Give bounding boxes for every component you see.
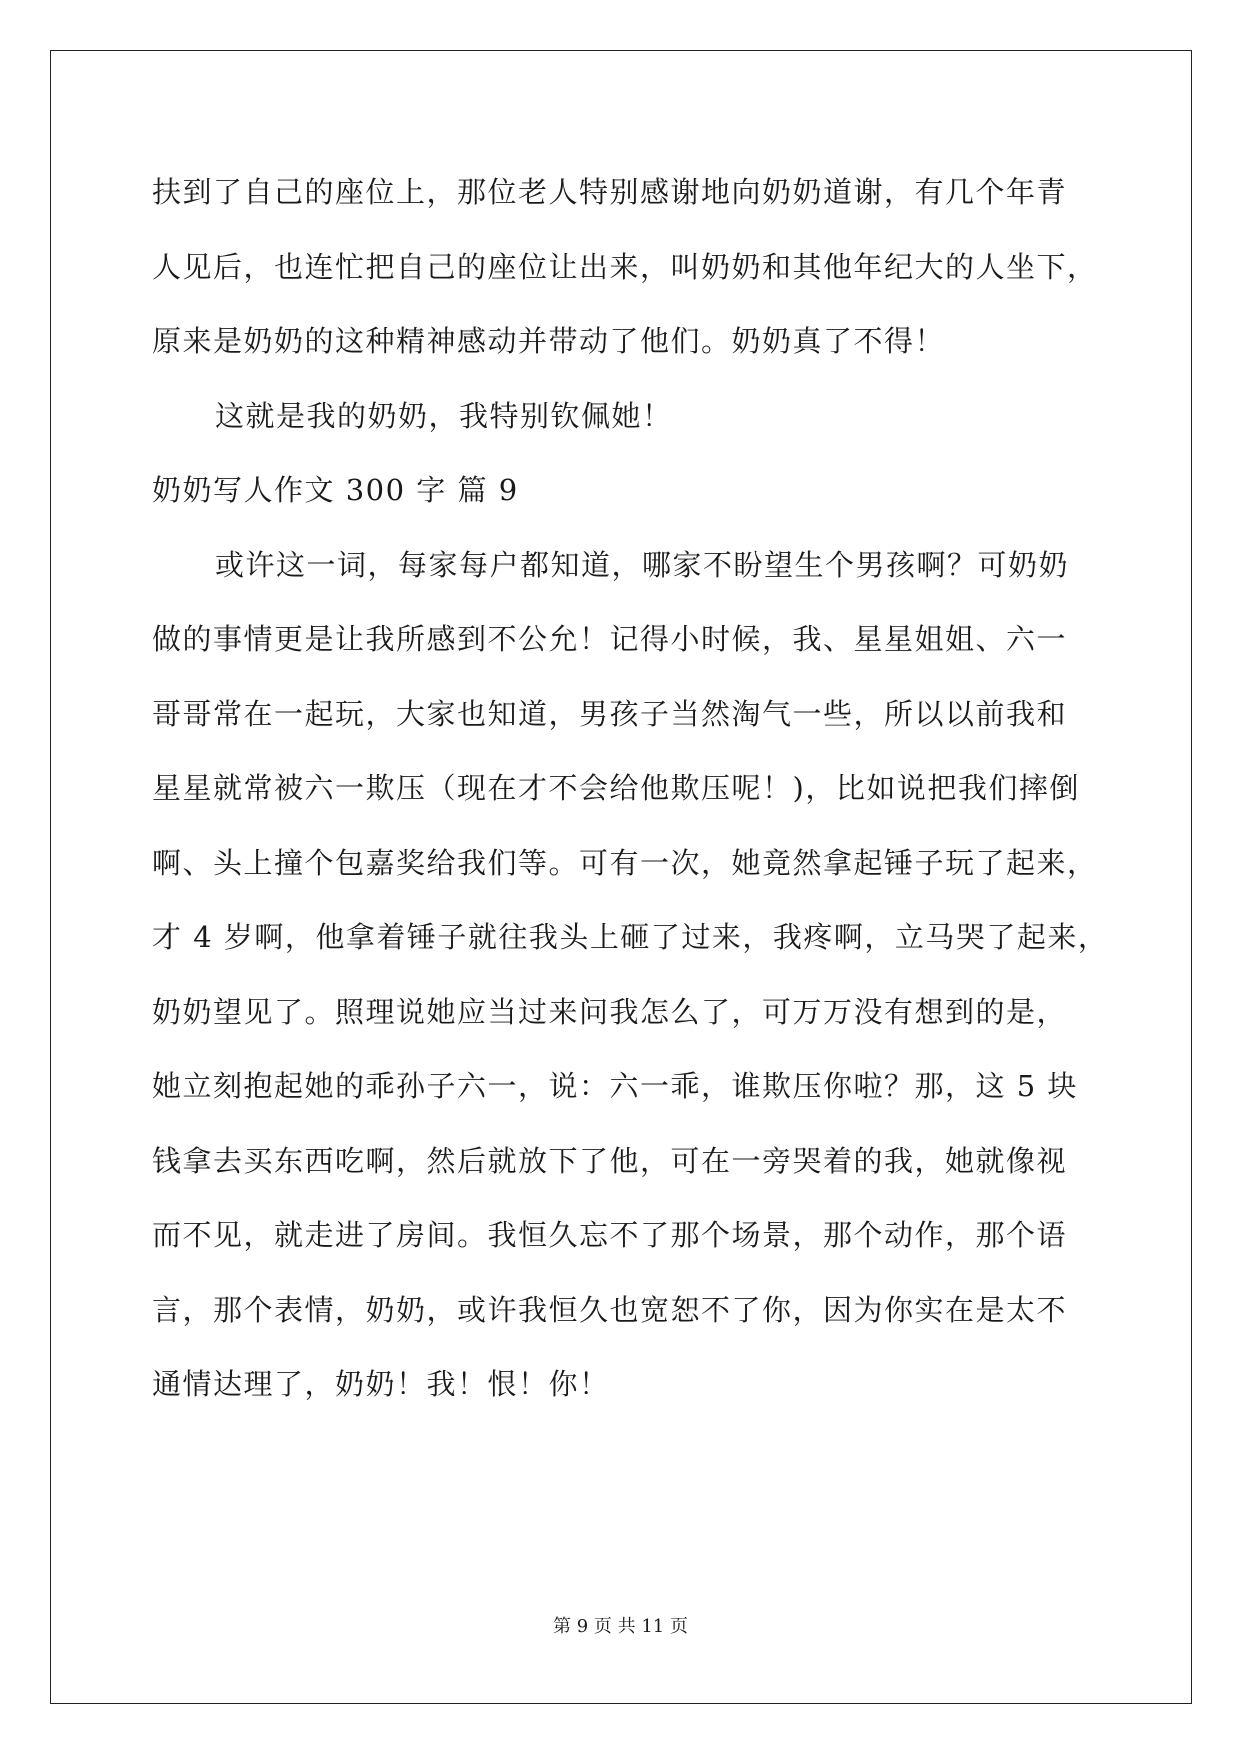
body-text-line: 做的事情更是让我所感到不公允！记得小时候，我、星星姐姐、六一 [152,622,1068,656]
page-number-footer: 第 9 页 共 11 页 [553,1616,688,1637]
body-text-line: 才 4 岁啊，他拿着锤子就往我头上砸了过来，我疼啊，立马哭了起来， [152,920,1109,954]
body-text-line: 哥哥常在一起玩，大家也知道，男孩子当然淘气一些，所以以前我和 [152,697,1068,731]
body-text-line: 或许这一词，每家每户都知道，哪家不盼望生个男孩啊？可奶奶 [215,548,1070,582]
body-text-line: 啊、头上撞个包嘉奖给我们等。可有一次，她竟然拿起锤子玩了起来， [152,846,1098,880]
body-text-line: 原来是奶奶的这种精神感动并带动了他们。奶奶真了不得！ [152,324,946,358]
body-text-line: 奶奶望见了。照理说她应当过来问我怎么了，可万万没有想到的是， [152,995,1068,1029]
body-text-line: 通情达理了，奶奶！我！恨！你！ [152,1367,610,1401]
body-text-line: 钱拿去买东西吃啊，然后就放下了他，可在一旁哭着的我，她就像视 [152,1144,1068,1178]
section-heading: 奶奶写人作文 300 字 篇 9 [152,473,519,507]
body-text-line: 言，那个表情，奶奶，或许我恒久也宽恕不了你，因为你实在是太不 [152,1293,1068,1327]
body-text-line: 星星就常被六一欺压（现在才不会给他欺压呢！)，比如说把我们摔倒 [152,771,1080,805]
body-text-line: 扶到了自己的座位上，那位老人特别感谢地向奶奶道谢，有几个年青 [152,175,1068,209]
body-text-line: 而不见，就走进了房间。我恒久忘不了那个场景，那个动作，那个语 [152,1218,1068,1252]
body-text-line: 这就是我的奶奶，我特别钦佩她！ [215,399,673,433]
body-text-line: 她立刻抱起她的乖孙子六一，说：六一乖，谁欺压你啦？那，这 5 块 [152,1069,1078,1103]
body-text-line: 人见后，也连忙把自己的座位让出来，叫奶奶和其他年纪大的人坐下， [152,250,1098,284]
